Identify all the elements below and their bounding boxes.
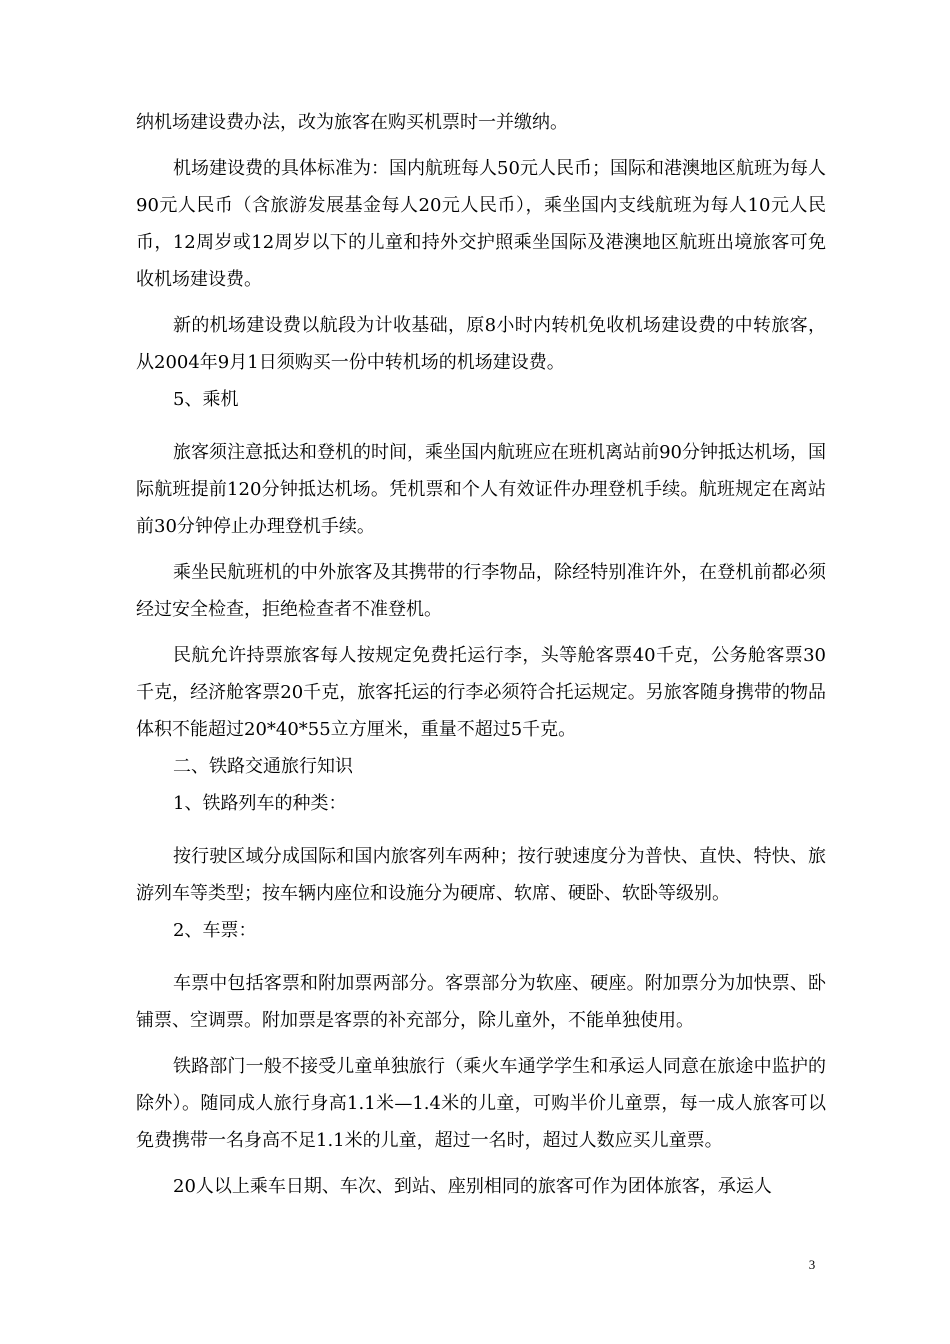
paragraph-group-travel: 20人以上乘车日期、车次、到站、座别相同的旅客可作为团体旅客，承运人 [173, 1176, 772, 1197]
paragraph-child-tickets: 铁路部门一般不接受儿童单独旅行（乘火车通学学生和承运人同意在旅途中监护的除外）。随同成人旅行身高1.1米—1.4米的儿童，可购半价儿童票，每一成人旅客可以免费携带一名身高不足1.1米的儿童，超过一名时，超过人数应买儿童票。 [136, 1056, 826, 1151]
paragraph-security-check: 乘坐民航班机的中外旅客及其携带的行李物品，除经特别准许外，在登机前都必须经过安全检查，拒绝检查者不准登机。 [136, 562, 826, 620]
paragraph-train-types: 按行驶区域分成国际和国内旅客列车两种；按行驶速度分为普快、直快、特快、旅游列车等类型；按车辆内座位和设施分为硬席、软席、硬卧、软卧等级别。 [136, 846, 826, 904]
paragraph-ticket-parts: 车票中包括客票和附加票两部分。客票部分为软座、硬座。附加票分为加快票、卧铺票、空调票。附加票是客票的补充部分，除儿童外，不能单独使用。 [136, 973, 826, 1031]
paragraph-boarding-time: 旅客须注意抵达和登机的时间，乘坐国内航班应在班机离站前90分钟抵达机场，国际航班提前120分钟抵达机场。凭机票和个人有效证件办理登机手续。航班规定在离站前30分钟停止办理登机手续。 [136, 442, 826, 537]
section-heading-tickets: 2、车票： [173, 920, 257, 941]
paragraph-airport-fee-transfer: 新的机场建设费以航段为计收基础，原8小时内转机免收机场建设费的中转旅客，从2004年9月1日须购买一份中转机场的机场建设费。 [136, 315, 826, 373]
section-heading-boarding: 5、乘机 [173, 389, 239, 410]
section-heading-train-types: 1、铁路列车的种类： [173, 793, 347, 814]
document-body [136, 104, 826, 1205]
page-number: 3 [808, 1257, 816, 1272]
paragraph-baggage: 民航允许持票旅客每人按规定免费托运行李，头等舱客票40千克，公务舱客票30千克，经济舱客票20千克，旅客托运的行李必须符合托运规定。另旅客随身携带的物品体积不能超过20*40*55立方厘米，重量不超过5千克。 [136, 645, 826, 740]
paragraph-airport-fee-standard: 机场建设费的具体标准为：国内航班每人50元人民币；国际和港澳地区航班为每人90元人民币（含旅游发展基金每人20元人民币），乘坐国内支线航班为每人10元人民币，12周岁或12周岁以下的儿童和持外交护照乘坐国际及港澳地区航班出境旅客可免收机场建设费。 [136, 158, 826, 290]
paragraph-continuation: 纳机场建设费办法，改为旅客在购买机票时一并缴纳。 [136, 112, 568, 133]
section-heading-railway: 二、铁路交通旅行知识 [173, 756, 353, 777]
